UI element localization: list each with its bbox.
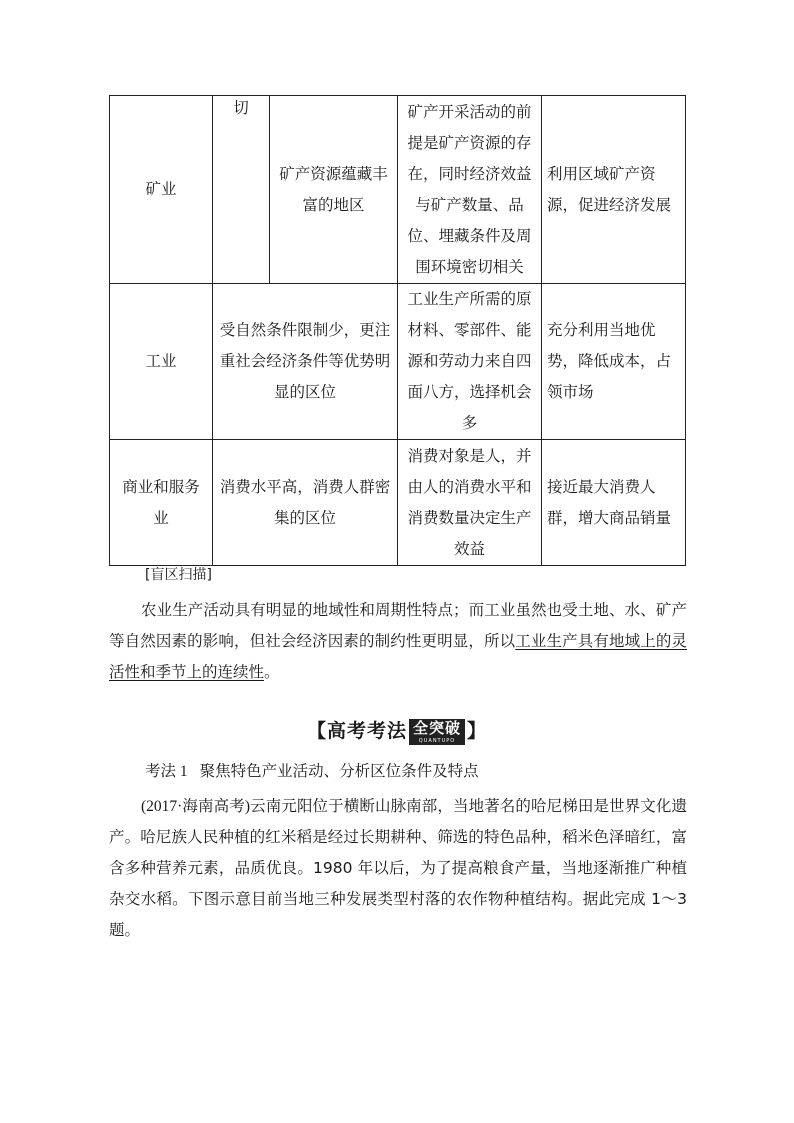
blind-spot-text-end: 。	[264, 663, 280, 681]
question-source: (2017·海南高考)	[141, 798, 251, 815]
blind-spot-text: 农业生产活动具有明显的地域性和周期性特点；而工业虽然也受土地、水、矿产等自然因素的影响，但社会经济因素的制约性更明显，所以	[109, 601, 687, 650]
method-heading	[145, 759, 479, 781]
blind-spot-tag: [盲区扫描]	[145, 567, 212, 583]
industry-cell: 商业和服务业	[110, 440, 213, 566]
table-row	[110, 96, 686, 284]
purpose-cell: 充分利用当地优势，降低成本，占领市场	[542, 284, 686, 440]
industry-location-table	[109, 95, 686, 566]
blind-spot-underlined-text: 工业生产具有地域上的灵活性和季节上的连续性	[109, 632, 687, 681]
section-title-text: 高考考法	[326, 720, 407, 742]
purpose-cell: 接近最大消费人群，增大商品销量	[542, 440, 686, 566]
section-heading	[0, 716, 794, 745]
purpose-cell: 利用区域矿产资源，促进经济发展	[542, 96, 686, 284]
industry-cell: 工业	[110, 284, 213, 440]
features-cell: 工业生产所需的原材料、零部件、能源和劳动力来自四面八方，选择机会多	[398, 284, 542, 440]
table-row	[110, 440, 686, 566]
location-cell: 受自然条件限制少，更注重社会经济条件等优势明显的区位	[213, 284, 398, 440]
section-badge-text: 全突破	[413, 718, 462, 737]
section-badge	[409, 719, 465, 745]
bracket-left: 【	[306, 720, 327, 742]
industry-cell: 矿业	[110, 96, 213, 284]
method-title: 聚焦特色产业活动、分析区位条件及特点	[199, 762, 479, 780]
table-row	[110, 284, 686, 440]
location-cell: 矿产资源蕴藏丰富的地区	[270, 96, 398, 284]
question-paragraph	[109, 791, 687, 946]
features-cell: 消费对象是人，并由人的消费水平和消费数量决定生产效益	[398, 440, 542, 566]
section-badge-subtext: QUANTUPO	[418, 737, 456, 744]
bracket-right: 】	[467, 720, 488, 742]
features-cell: 矿产开采活动的前提是矿产资源的存在，同时经济效益与矿产数量、品位、埋藏条件及周围环境密切相关	[398, 96, 542, 284]
method-label: 考法 1	[145, 763, 188, 780]
blind-spot-paragraph	[109, 595, 687, 688]
location-cell: 消费水平高，消费人群密集的区位	[213, 440, 398, 566]
location-continuation-cell: 切	[213, 96, 270, 284]
question-text: 云南元阳位于横断山脉南部，当地著名的哈尼梯田是世界文化遗产。哈尼族人民种植的红米稻是经过长期耕种、筛选的特色品种，稻米色泽暗红，富含多种营养元素，品质优良。1980 年以后，为了提高粮食产量，当地逐渐推广种植杂交水稻。下图示意目前当地三种发展类型村落的农作物种植结构。据此完成 1～3 题。	[109, 797, 687, 939]
